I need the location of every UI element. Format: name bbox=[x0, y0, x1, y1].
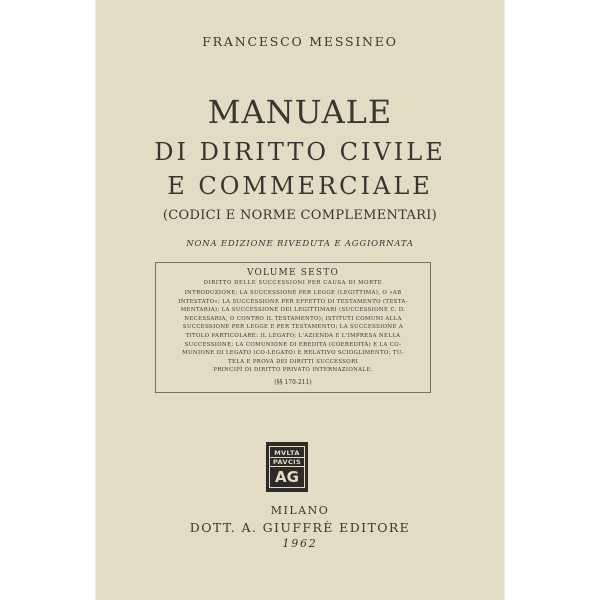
publication-city: MILANO bbox=[270, 504, 330, 517]
volume-contents-line: SUCCESSIONE PER LEGGE E PER TESTAMENTO; LA SUCCESSIONE A bbox=[182, 324, 404, 331]
volume-contents-line: TITOLO PARTICOLARE: IL LEGATO; L'AZIENDA E L'IMPRESA NELLA bbox=[185, 332, 401, 339]
publisher-name: DOTT. A. GIUFFRÈ EDITORE bbox=[189, 520, 411, 535]
title-page bbox=[96, 0, 504, 600]
author-name: FRANCESCO MESSINEO bbox=[202, 34, 398, 49]
volume-title: VOLUME SESTO bbox=[246, 268, 340, 278]
volume-contents-line: INTRODUZIONE; LA SUCCESSIONE PER LEGGE (LEGITTIMA), O «AB bbox=[184, 290, 402, 296]
volume-contents-line: NECESSARIA, O CONTRO IL TESTAMENTO); ISTITUTI COMUNI ALLA bbox=[184, 315, 402, 322]
edition-note: NONA EDIZIONE RIVEDUTA E AGGIORNATA bbox=[186, 239, 414, 249]
book-subtitle: (CODICI E NORME COMPLEMENTARI) bbox=[162, 208, 438, 223]
publication-year: 1962 bbox=[282, 537, 318, 550]
volume-contents-box bbox=[155, 262, 431, 393]
publisher-logo bbox=[266, 442, 308, 492]
logo-motto-line-2: PAVCIS bbox=[270, 458, 304, 467]
book-title-line-3: E COMMERCIALE bbox=[167, 172, 433, 200]
publisher-logo-frame bbox=[269, 446, 305, 488]
book-title-line-2: DI DIRITTO CIVILE bbox=[154, 138, 446, 166]
volume-heading: DIRITTO DELLE SUCCESSIONI PER CAUSA DI MORTE bbox=[203, 280, 383, 286]
volume-contents-line: INTESTATO»; LA SUCCESSIONE PER EFFETTO DI TESTAMENTO (TESTA- bbox=[178, 298, 408, 305]
logo-motto-line-1: MVLTA bbox=[270, 449, 304, 458]
logo-initials: AG bbox=[275, 468, 299, 486]
volume-contents-line: MENTARIA); LA SUCCESSIONE DEI LEGITTIMARI (SUCCESSIONE C. D. bbox=[180, 307, 406, 314]
volume-sections: (§§ 170-211) bbox=[274, 378, 312, 386]
volume-contents-line: PRINCIPÎ DI DIRITTO PRIVATO INTERNAZIONALE. bbox=[213, 367, 373, 374]
volume-contents-text bbox=[162, 289, 424, 375]
volume-contents-line: TELA E PROVA DEI DIRITTI SUCCESSORI bbox=[228, 358, 358, 365]
volume-contents-line: MUNIONE DI LEGATO (CO-LEGATO) E RELATIVO SCIOGLIMENTO; TU- bbox=[182, 350, 404, 357]
volume-contents-line: SUCCESSIONE; LA COMUNIONE DI EREDITÀ (COEREDITÀ) E LA CO- bbox=[184, 341, 402, 348]
book-title-main: MANUALE bbox=[207, 93, 393, 131]
